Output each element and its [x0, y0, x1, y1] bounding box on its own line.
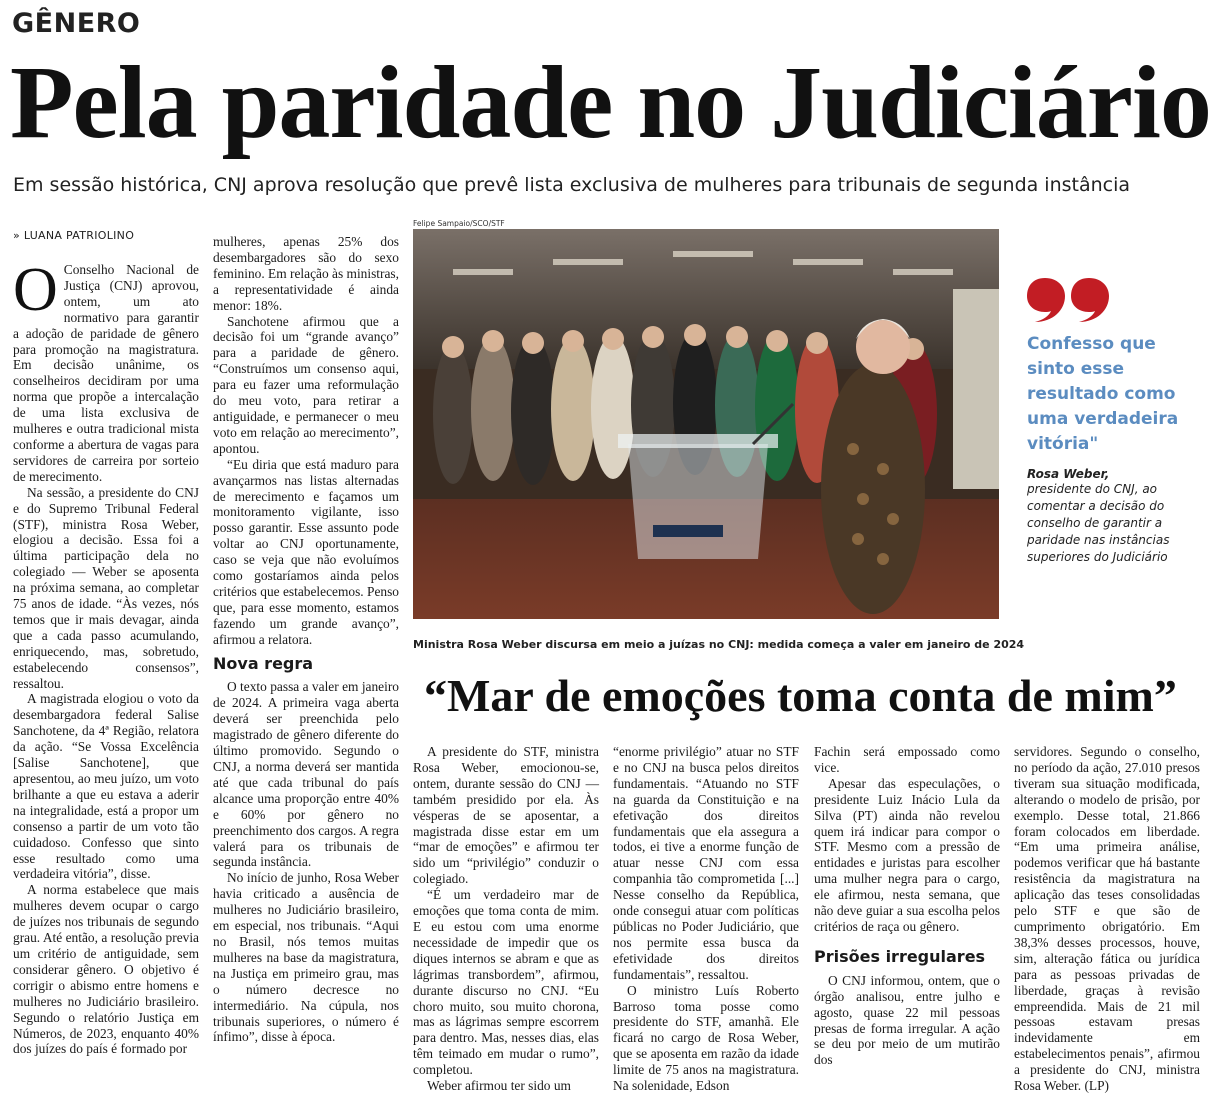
- pull-quote: [1027, 276, 1202, 566]
- paragraph: O ministro Luís Roberto Barroso toma posse como presidente do STF, amanhã. Ele ficará no cargo de Rosa Weber, que se aposenta em razão da idade limite de 75 anos na magistratura. Na solenidade, Edson: [613, 982, 799, 1094]
- subtitle-nova-regra: Nova regra: [213, 653, 314, 673]
- paragraph: “Eu diria que está maduro para avançarmos nas listas alternadas de merecimento e façamos um monitoramento vigilante, isso posso garantir. Esse assunto pode voltar ao CNJ oportunamente, caso se veja que não evoluímos como gostaríamos ainda pelos critérios que estabelecemos. Penso que, para esse momento, estamos fazendo um grande avanço”, afirmou a relatora.: [213, 456, 399, 647]
- paragraph: O CNJ informou, ontem, que o órgão analisou, entre julho e agosto, quase 22 mil pessoas presas de forma irregular. A ação se deu por meio de um mutirão dos: [814, 972, 1000, 1068]
- quote-mark-icon: [1027, 276, 1117, 324]
- paragraph: No início de junho, Rosa Weber havia criticado a ausência de mulheres no Judiciário brasileiro, em especial, nos tribunais. “Aqui no Brasil, nós temos muitas mulheres na base da magistratura, na Justiça em primeiro grau, mas o número decresce no intermediário. Na cúpula, nos tribunais superiores, o número é ínfimo”, disse à época.: [213, 870, 399, 1045]
- paragraph: A norma estabelece que mais mulheres devem ocupar o cargo de juízes nos tribunais de segundo grau. Até então, a resolução previa um critério de antiguidade, sem considerar gênero. O objetivo é corrigir o abismo entre homens e mulheres no Judiciário brasileiro. Segundo o relatório Justiça em Números, de 2023, enquanto 40% dos juízes do país é formado por: [13, 882, 199, 1057]
- paragraph: O texto passa a valer em janeiro de 2024. A primeira vaga aberta deverá ser preenchida pelo magistrado de gênero diferente do último promovido. Segundo o CNJ, a norma deverá ser mantida até que cada tribunal do país alcance uma proporção entre 40% e 60% por gênero no preenchimento dos cargos. A regra valerá para os tribunais de segunda instância.: [213, 679, 399, 870]
- paragraph: mulheres, apenas 25% dos desembargadores são do sexo feminino. Em relação às ministras, a representatividade é ainda menor: 18%.: [213, 234, 399, 313]
- second-article-column-3: [814, 744, 1000, 1068]
- paragraph: servidores. Segundo o conselho, no período da ação, 27.010 presos tiveram sua situação modificada, alterando o modelo de prisão, por exemplo. Desse total, 21.866 foram colocados em liberdade. “Em uma primeira análise, podemos verificar que há bastante resistência da magistratura na aplicação das teses consolidadas pelo STF e que são de cumprimento obrigatório. Em 38,3% desses processos, houve, sim, alteração fática ou jurídica para as pessoas privadas de liberdade, graças à revisão empreendida. Mais de 21 mil pessoas estavam presas indevidamente em estabelecimentos penais”, afirmou a presidente do CNJ, ministra Rosa Weber. (LP): [1014, 744, 1200, 1094]
- paragraph: “É um verdadeiro mar de emoções que toma conta de mim. E eu estou com uma enorme necessidade de impedir que os diques internos se abram e que as lágrimas transbordem”, afirmou, durante discurso no CNJ. “Eu choro muito, sou muito chorona, mas as lágrimas sempre escorrem para dentro. Mas, nesses dias, elas têm teimado em mudar o rumo”, completou.: [413, 887, 599, 1078]
- paragraph: Na sessão, a presidente do CNJ e do Supremo Tribunal Federal (STF), ministra Rosa Weber, elogiou a decisão. Essa foi a última participação dela no colegiado — Weber se aposenta na próxima semana, ao completar 75 anos de idade. “Às vezes, nós temos que ir mais devagar, ainda que a cada passo acumulando, enriquecendo, mas, sobretudo, estabelecendo consensos”, ressaltou.: [13, 484, 199, 691]
- paragraph: Conselho Nacional de Justiça (CNJ) aprovou, ontem, um ato normativo para garantir a adoção de paridade de gênero para promoção na magistratura. Em decisão unânime, os conselheiros decidiram por uma norma que propõe a intercalação de uma lista exclusiva de mulheres e outra tradicional mista conforme a abertura de vagas para servidores de carreira por sorteio de merecimento.: [13, 262, 199, 484]
- section-tag: GÊNERO: [12, 8, 141, 39]
- paragraph: Apesar das especulações, o presidente Luiz Inácio Lula da Silva (PT) ainda não revelou quem irá indicar para compor o STF. Mesmo com a pressão de entidades e juristas para escolher uma mulher negra para o cargo, ele afirmou, nesta semana, que não deve guiar a sua escolha pelos critérios de raça ou gênero.: [814, 775, 1000, 934]
- second-article-column-1: [413, 744, 599, 1094]
- paragraph: A magistrada elogiou o voto da desembargadora federal Salise Sanchotene, da 4ª Região, relatora da ação. “Se Vossa Excelência [Salise Sanchotene], que apresentou, ao meu juízo, um voto brilhante a que eu estava a aderir na integralidade, está a propor um consenso a partir de um voto tão cuidadoso. Confesso que sinto esse resultado como uma verdadeira vitória”, disse.: [13, 691, 199, 882]
- paragraph: “enorme privilégio” atuar no STF e no CNJ na busca pelos direitos fundamentais. “Atuando no STF na guarda da Constituição e na efetivação dos direitos fundamentais que ela assegura a todos, ei tive a enorme função de atuar nesse CNJ com essa companhia tão comprometida [...] Nesse conselho da República, onde consegui atuar com políticas públicas no Poder Judiciário, que nos permite essa busca da efetividade dos direitos fundamentais”, ressaltou.: [613, 744, 799, 982]
- paragraph: Sanchotene afirmou que a decisão foi um “grande avanço” para a paridade de gênero. “Construímos um consenso aqui, para eu fazer uma reformulação do meu voto, para retirar a antiguidade, e permanecer o meu voto em relação ao merecimento”, apontou.: [213, 313, 399, 456]
- subheadline: Em sessão histórica, CNJ aprova resolução que prevê lista exclusiva de mulheres para tribunais de segunda instância: [13, 174, 1131, 196]
- paragraph: Fachin será empossado como vice.: [814, 744, 1000, 775]
- quote-author: Rosa Weber,: [1027, 467, 1110, 481]
- photo-caption: Ministra Rosa Weber discursa em meio a juízas no CNJ: medida começa a valer em janeiro de 2024: [413, 638, 1025, 651]
- paragraph: Weber afirmou ter sido um: [427, 1078, 571, 1094]
- dropcap: O: [13, 256, 58, 324]
- article-column-2: [213, 234, 399, 1045]
- quote-text: Confesso que sinto esse resultado como uma verdadeira vitória": [1027, 334, 1179, 454]
- article-column-1: [13, 256, 199, 1057]
- byline: » LUANA PATRIOLINO: [13, 229, 135, 242]
- photo-credit: Felipe Sampaio/SCO/STF: [413, 219, 505, 228]
- photo-illustration: [413, 229, 999, 619]
- second-headline: “Mar de emoções toma conta de mim”: [424, 670, 1177, 721]
- second-article-column-4: [1014, 744, 1200, 1094]
- quote-role: presidente do CNJ, ao comentar a decisão do conselho de garantir a paridade nas instâncias superiores do Judiciário: [1027, 482, 1170, 564]
- second-article-column-2: [613, 744, 799, 1094]
- photo: [413, 229, 999, 619]
- paragraph: A presidente do STF, ministra Rosa Weber, emocionou-se, ontem, durante sessão do CNJ — também presidido por ela. Às vésperas de se aposentar, a magistrada disse estar em um “mar de emoções” e afirmou ter sido um “privilégio” conduzir o colegiado.: [413, 744, 599, 887]
- subtitle-prisoes-irregulares: Prisões irregulares: [814, 946, 986, 966]
- headline: Pela paridade no Judiciário: [10, 45, 1211, 160]
